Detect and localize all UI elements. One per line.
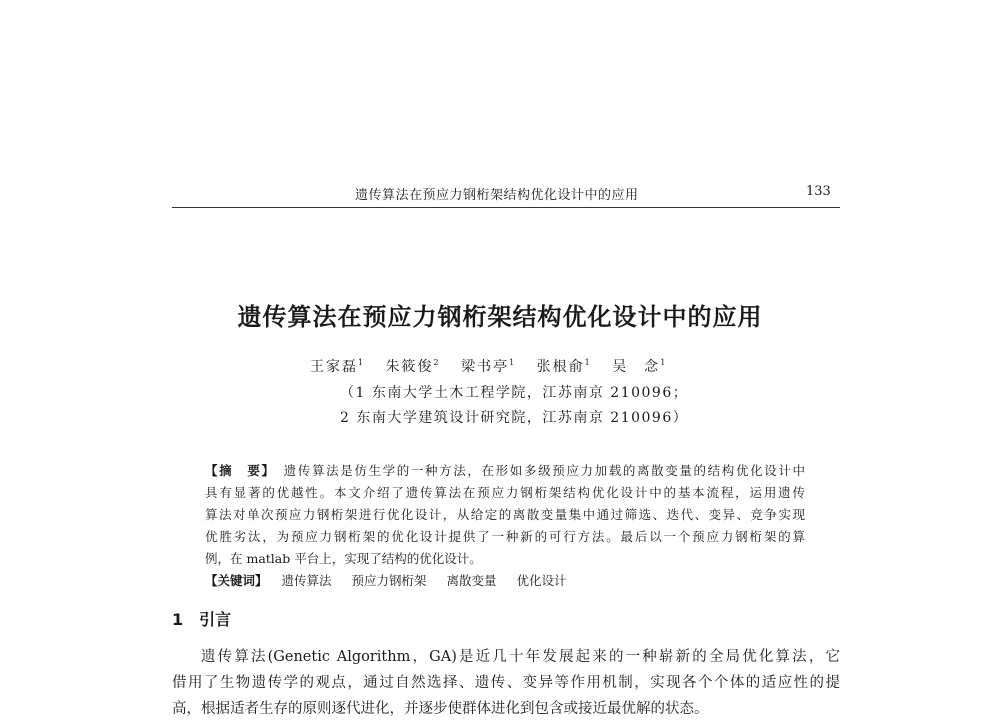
intro-paragraph bbox=[172, 644, 840, 722]
author bbox=[537, 359, 590, 375]
paragraph-line: 高，根据适者生存的原则逐代进化，并逐步使群体进化到包含或接近最优解的状态。 bbox=[172, 701, 709, 717]
abstract bbox=[205, 460, 805, 570]
author-affiliation-mark: 1 bbox=[660, 358, 666, 367]
keyword: 遗传算法 bbox=[281, 573, 332, 588]
author-name: 张根俞 bbox=[536, 359, 585, 375]
section-heading bbox=[172, 607, 231, 630]
keyword: 离散变量 bbox=[446, 573, 497, 588]
paragraph-line: 遗传算法(Genetic Algorithm，GA)是近几十年发展起来的一种崭新的全局优化算法，它 bbox=[201, 649, 840, 665]
abstract-line: 例，在 matlab 平台上，实现了结构的优化设计。 bbox=[205, 551, 482, 566]
author-affiliation-mark: 1 bbox=[358, 358, 364, 367]
author bbox=[612, 359, 665, 375]
keyword: 预应力钢桁架 bbox=[351, 573, 427, 588]
author-list bbox=[310, 356, 681, 376]
abstract-line: 具有显著的优越性。本文介绍了遗传算法在预应力钢桁架结构优化设计中的基本流程，运用遗传 bbox=[205, 485, 805, 500]
running-title: 遗传算法在预应力钢桁架结构优化设计中的应用 bbox=[355, 188, 639, 203]
page-number: 133 bbox=[806, 184, 831, 199]
author bbox=[310, 359, 363, 375]
author bbox=[386, 359, 439, 375]
abstract-line: 优胜劣汰，为预应力钢桁架的优化设计提供了一种新的可行方法。最后以一个预应力钢桁架的算 bbox=[205, 529, 805, 544]
header-rule bbox=[172, 207, 840, 208]
keywords-label: 【关键词】 bbox=[205, 573, 268, 588]
keyword: 优化设计 bbox=[516, 573, 567, 588]
section-number: 1 bbox=[172, 610, 184, 629]
paper-title: 遗传算法在预应力钢桁架结构优化设计中的应用 bbox=[237, 303, 763, 331]
author-name: 梁书亭 bbox=[461, 359, 510, 375]
abstract-line: 算法对单次预应力钢桁架进行优化设计，从给定的离散变量集中通过筛选、迭代、变异、竞争实现 bbox=[205, 507, 805, 522]
abstract-line: 【摘 要】 遗传算法是仿生学的一种方法，在形如多级预应力加载的离散变量的结构优化设计中 bbox=[205, 463, 805, 478]
affiliation-2: 2 东南大学建筑设计研究院，江苏南京 210096） bbox=[340, 410, 689, 426]
author-name: 朱筱俊 bbox=[385, 359, 434, 375]
author-name: 吴 念 bbox=[612, 359, 661, 375]
author-affiliation-mark: 1 bbox=[584, 358, 590, 367]
affiliation-1: （1 东南大学土木工程学院，江苏南京 210096； bbox=[340, 385, 689, 401]
author bbox=[461, 359, 514, 375]
author-name: 王家磊 bbox=[310, 359, 358, 375]
author-affiliation-mark: 1 bbox=[509, 358, 515, 367]
paragraph-line: 借用了生物遗传学的观点，通过自然选择、遗传、变异等作用机制，实现各个个体的适应性的提 bbox=[172, 675, 840, 691]
abstract-label: 【摘 要】 bbox=[205, 463, 276, 478]
author-affiliation-mark: 2 bbox=[433, 358, 439, 367]
keywords bbox=[205, 571, 583, 589]
section-title: 引言 bbox=[199, 610, 232, 629]
